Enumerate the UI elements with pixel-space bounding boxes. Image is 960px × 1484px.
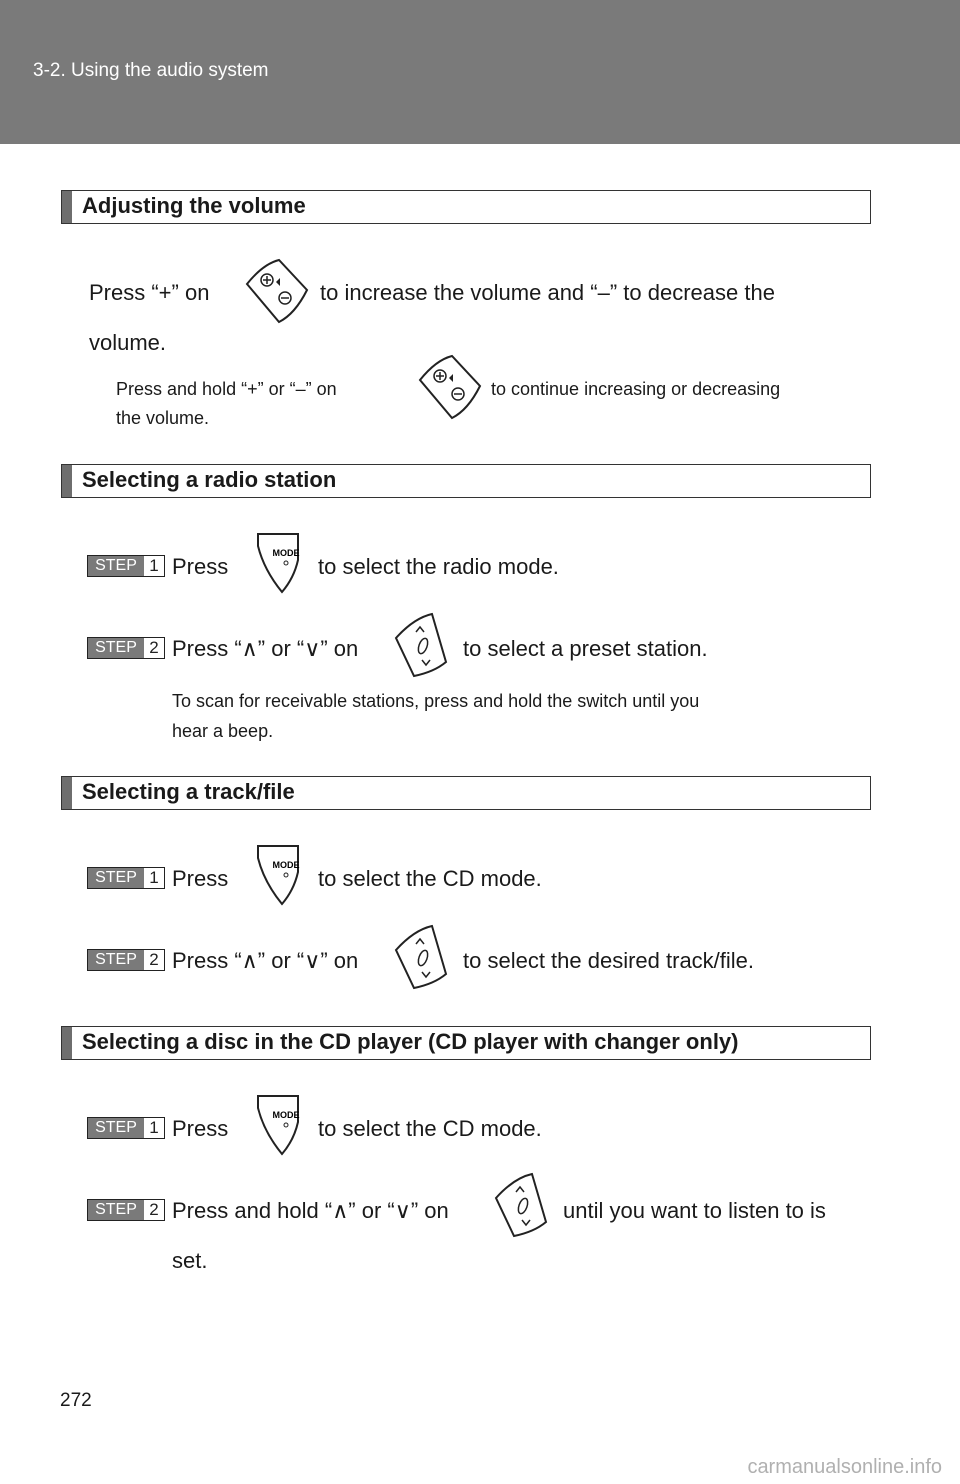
- volume-note-b: to continue increasing or decreasing: [491, 379, 781, 399]
- radio-note-b: hear a beep.: [172, 721, 274, 741]
- volume-text-1a: Press “+” on: [89, 280, 210, 305]
- section-title-volume: Adjusting the volume: [82, 193, 306, 218]
- track-step1-b: to select the CD mode.: [318, 866, 542, 891]
- track-step2-a: Press “∧” or “∨” on: [172, 948, 359, 973]
- section-heading-volume: [61, 190, 871, 224]
- track-step1-a: Press: [172, 866, 229, 891]
- section-title-track: Selecting a track/file: [82, 779, 295, 804]
- heading-bar: [62, 191, 72, 223]
- step-1-badge: STEP 1: [87, 867, 165, 889]
- track-step2-b: to select the desired track/file.: [463, 948, 755, 973]
- volume-switch-icon: [243, 256, 313, 326]
- mode-button-icon: [252, 842, 302, 908]
- section-heading-disc: [61, 1026, 871, 1060]
- volume-text-2: volume.: [89, 330, 167, 355]
- disc-step1-b: to select the CD mode.: [318, 1116, 542, 1141]
- volume-text-1b: to increase the volume and “–” to decrease the: [320, 280, 775, 305]
- heading-bar: [62, 1027, 72, 1059]
- mode-button-icon: [252, 1092, 302, 1158]
- radio-note-a: To scan for receivable stations, press and hold the switch until you: [172, 691, 700, 711]
- step-1-badge: STEP 1: [87, 1117, 165, 1139]
- heading-bar: [62, 777, 72, 809]
- heading-bar: [62, 465, 72, 497]
- section-title: 3-2. Using the audio system: [33, 60, 269, 81]
- volume-note-a: Press and hold “+” or “–” on: [116, 379, 337, 399]
- seek-switch-icon: [390, 610, 452, 680]
- volume-switch-icon: [416, 352, 486, 422]
- radio-step1-b: to select the radio mode.: [318, 554, 559, 579]
- svg-text:MODE: MODE: [272, 1110, 300, 1120]
- header-band: [0, 0, 960, 144]
- disc-step2-c: set.: [172, 1248, 208, 1273]
- section-heading-track: [61, 776, 871, 810]
- radio-step1-a: Press: [172, 554, 229, 579]
- radio-step2-a: Press “∧” or “∨” on: [172, 636, 359, 661]
- page-number: 272: [60, 1390, 92, 1411]
- step-2-badge: STEP 2: [87, 637, 165, 659]
- volume-note-c: the volume.: [116, 408, 210, 428]
- watermark: carmanualsonline.info: [747, 1456, 942, 1478]
- step-2-badge: STEP 2: [87, 949, 165, 971]
- section-title-radio: Selecting a radio station: [82, 467, 337, 492]
- disc-step2-b: until you want to listen to is: [563, 1198, 826, 1223]
- section-title-disc: Selecting a disc in the CD player (CD player with changer only): [82, 1029, 739, 1054]
- disc-step1-a: Press: [172, 1116, 229, 1141]
- mode-button-icon: [252, 530, 302, 596]
- svg-text:MODE: MODE: [272, 860, 300, 870]
- section-heading-radio: [61, 464, 871, 498]
- disc-step2-a: Press and hold “∧” or “∨” on: [172, 1198, 449, 1223]
- seek-switch-icon: [390, 922, 452, 992]
- svg-text:MODE: MODE: [272, 548, 300, 558]
- step-1-badge: STEP 1: [87, 555, 165, 577]
- seek-switch-icon: [490, 1170, 552, 1240]
- step-2-badge: STEP 2: [87, 1199, 165, 1221]
- radio-step2-b: to select a preset station.: [463, 636, 708, 661]
